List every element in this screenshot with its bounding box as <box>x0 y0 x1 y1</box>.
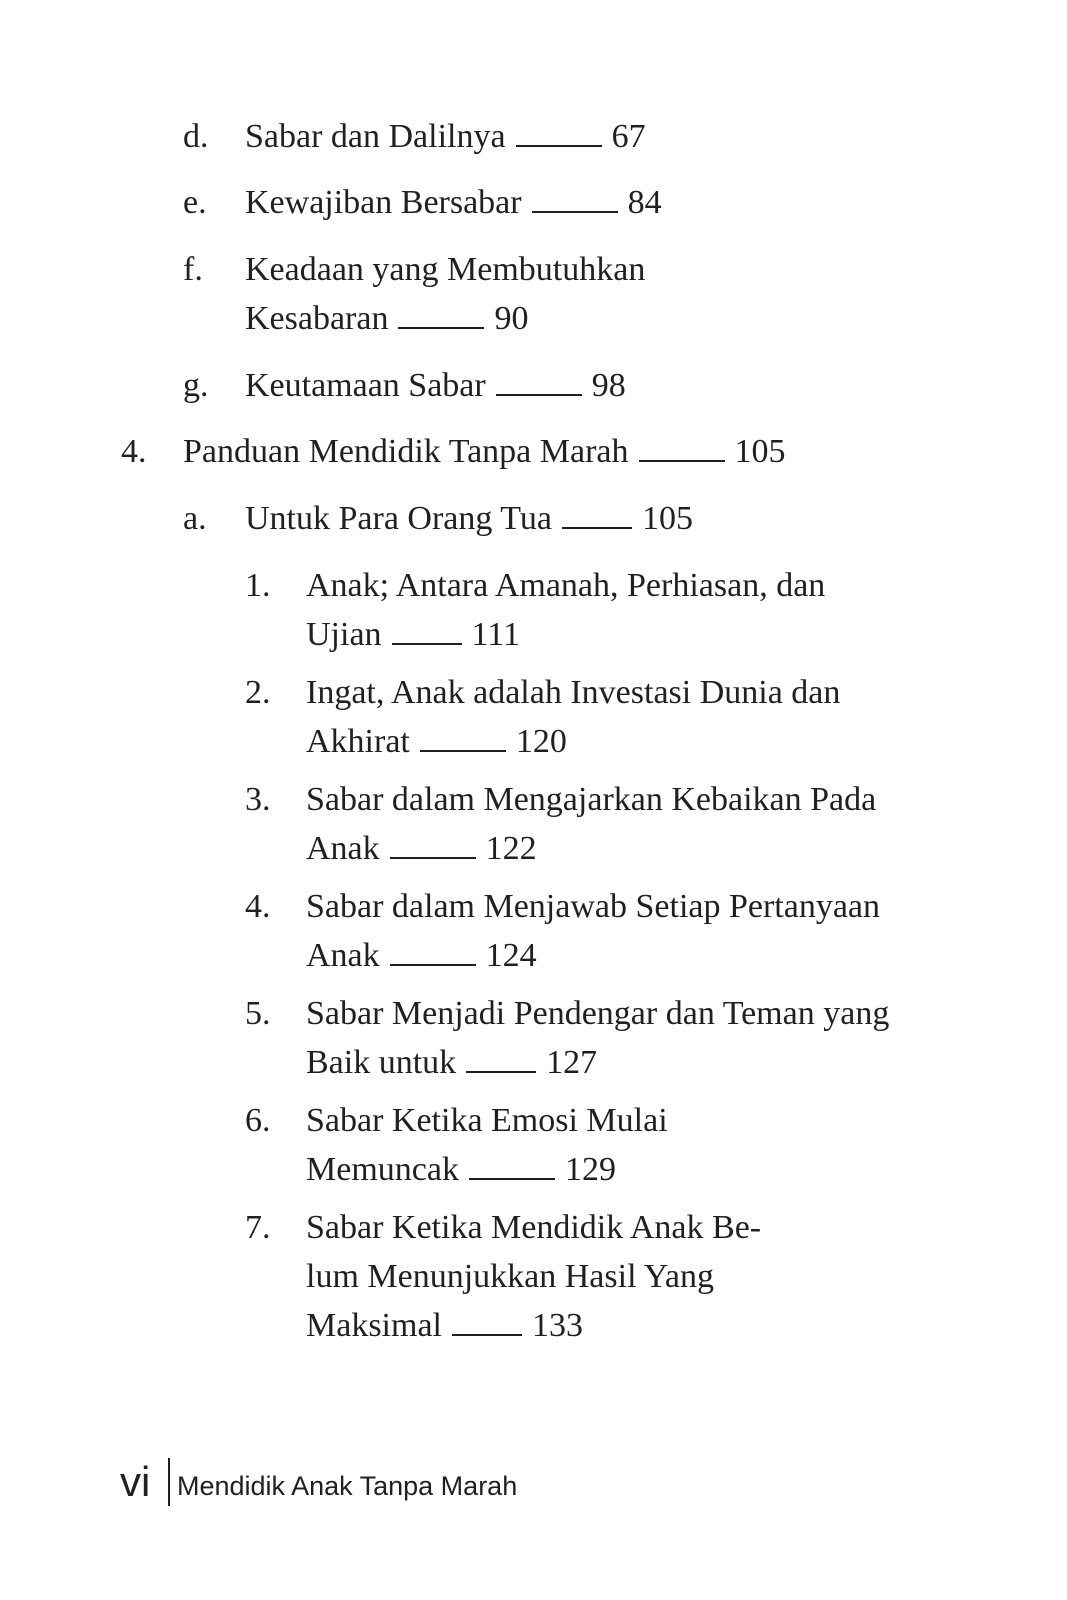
toc-leader-line <box>452 1308 522 1336</box>
toc-entry-text <box>183 427 786 476</box>
toc-entry-text <box>306 775 876 873</box>
toc-page-number: 111 <box>471 616 521 653</box>
toc-title-line: Memuncak <box>306 1151 459 1188</box>
toc-title-line: Sabar Menjadi Pendengar dan Teman yang <box>306 995 890 1032</box>
toc-title-line: Anak <box>306 830 380 867</box>
toc-page-number: 98 <box>591 367 626 404</box>
toc-title-line: Akhirat <box>306 723 410 760</box>
toc-title-line: Keutamaan Sabar <box>245 367 486 404</box>
toc-page-number: 133 <box>531 1307 583 1344</box>
toc-page-number: 105 <box>641 500 693 537</box>
toc-leader-line <box>466 1045 536 1073</box>
toc-entry-text <box>245 245 645 343</box>
toc-title-line: lum Menunjukkan Hasil Yang <box>306 1258 714 1295</box>
toc-entry-text <box>306 1096 668 1194</box>
toc-page-number: 127 <box>546 1044 598 1081</box>
toc-entry-text <box>245 112 646 161</box>
folio-page-number: vi <box>120 1458 151 1505</box>
toc-marker: 1. <box>245 567 271 604</box>
toc-entry-text <box>306 989 889 1087</box>
toc-marker: e. <box>183 184 207 221</box>
toc-title-line: Sabar Ketika Emosi Mulai <box>306 1102 668 1139</box>
toc-leader-line <box>390 938 476 966</box>
toc-leader-line <box>516 119 602 147</box>
toc-leader-line <box>420 724 506 752</box>
toc-leader-line <box>390 831 476 859</box>
toc-leader-line <box>398 301 484 329</box>
toc-title-line: Kewajiban Bersabar <box>245 184 522 221</box>
toc-title-line: Anak <box>306 937 380 974</box>
toc-title-line: Maksimal <box>306 1307 442 1344</box>
toc-marker: d. <box>183 118 209 155</box>
toc-marker: 4. <box>121 433 147 470</box>
footer-divider <box>168 1458 170 1506</box>
toc-page-number: 105 <box>734 433 786 470</box>
toc-marker: g. <box>183 367 209 404</box>
toc-title-line: Anak; Antara Amanah, Perhiasan, dan <box>306 567 826 604</box>
toc-title-line: Sabar dalam Menjawab Setiap Pertanyaan <box>306 888 881 925</box>
toc-entry-text <box>306 882 880 980</box>
toc-leader-line <box>532 185 618 213</box>
toc-entry-text <box>245 494 693 543</box>
toc-title-line: Sabar dalam Mengajarkan Kebaikan Pada <box>306 781 877 818</box>
toc-page-number: 122 <box>485 830 537 867</box>
toc-entry-text <box>306 1203 761 1350</box>
toc-entry-text <box>245 178 662 227</box>
toc-title-line: Keadaan yang Membutuhkan <box>245 251 646 288</box>
toc-title-line: Sabar Ketika Mendidik Anak Be- <box>306 1209 762 1246</box>
toc-leader-line <box>496 368 582 396</box>
toc-marker: 3. <box>245 781 271 818</box>
toc-entry-text <box>245 361 626 410</box>
running-title: Mendidik Anak Tanpa Marah <box>177 1471 518 1501</box>
toc-title-line: Ingat, Anak adalah Investasi Dunia dan <box>306 674 841 711</box>
toc-marker: 6. <box>245 1102 271 1139</box>
toc-page-number: 90 <box>494 300 529 337</box>
toc-page-number: 124 <box>485 937 537 974</box>
toc-title-line: Panduan Mendidik Tanpa Marah <box>183 433 629 470</box>
toc-marker: 4. <box>245 888 271 925</box>
toc-leader-line <box>392 617 462 645</box>
toc-page-number: 120 <box>515 723 567 760</box>
toc-page-number: 84 <box>627 184 662 221</box>
toc-marker: 7. <box>245 1209 271 1246</box>
toc-entry-text <box>306 561 825 659</box>
toc-leader-line <box>562 501 632 529</box>
toc-leader-line <box>639 434 725 462</box>
toc-page-number: 67 <box>611 118 646 155</box>
toc-entry-text <box>306 668 840 766</box>
toc-page-number: 129 <box>564 1151 616 1188</box>
toc-title-line: Ujian <box>306 616 382 653</box>
toc-title-line: Kesabaran <box>245 300 389 337</box>
toc-title-line: Untuk Para Orang Tua <box>245 500 552 537</box>
toc-marker: 5. <box>245 995 271 1032</box>
toc-marker: 2. <box>245 674 271 711</box>
toc-marker: a. <box>183 500 207 537</box>
toc-title-line: Sabar dan Dalilnya <box>245 118 506 155</box>
toc-marker: f. <box>183 251 203 288</box>
toc-leader-line <box>469 1152 555 1180</box>
toc-title-line: Baik untuk <box>306 1044 457 1081</box>
